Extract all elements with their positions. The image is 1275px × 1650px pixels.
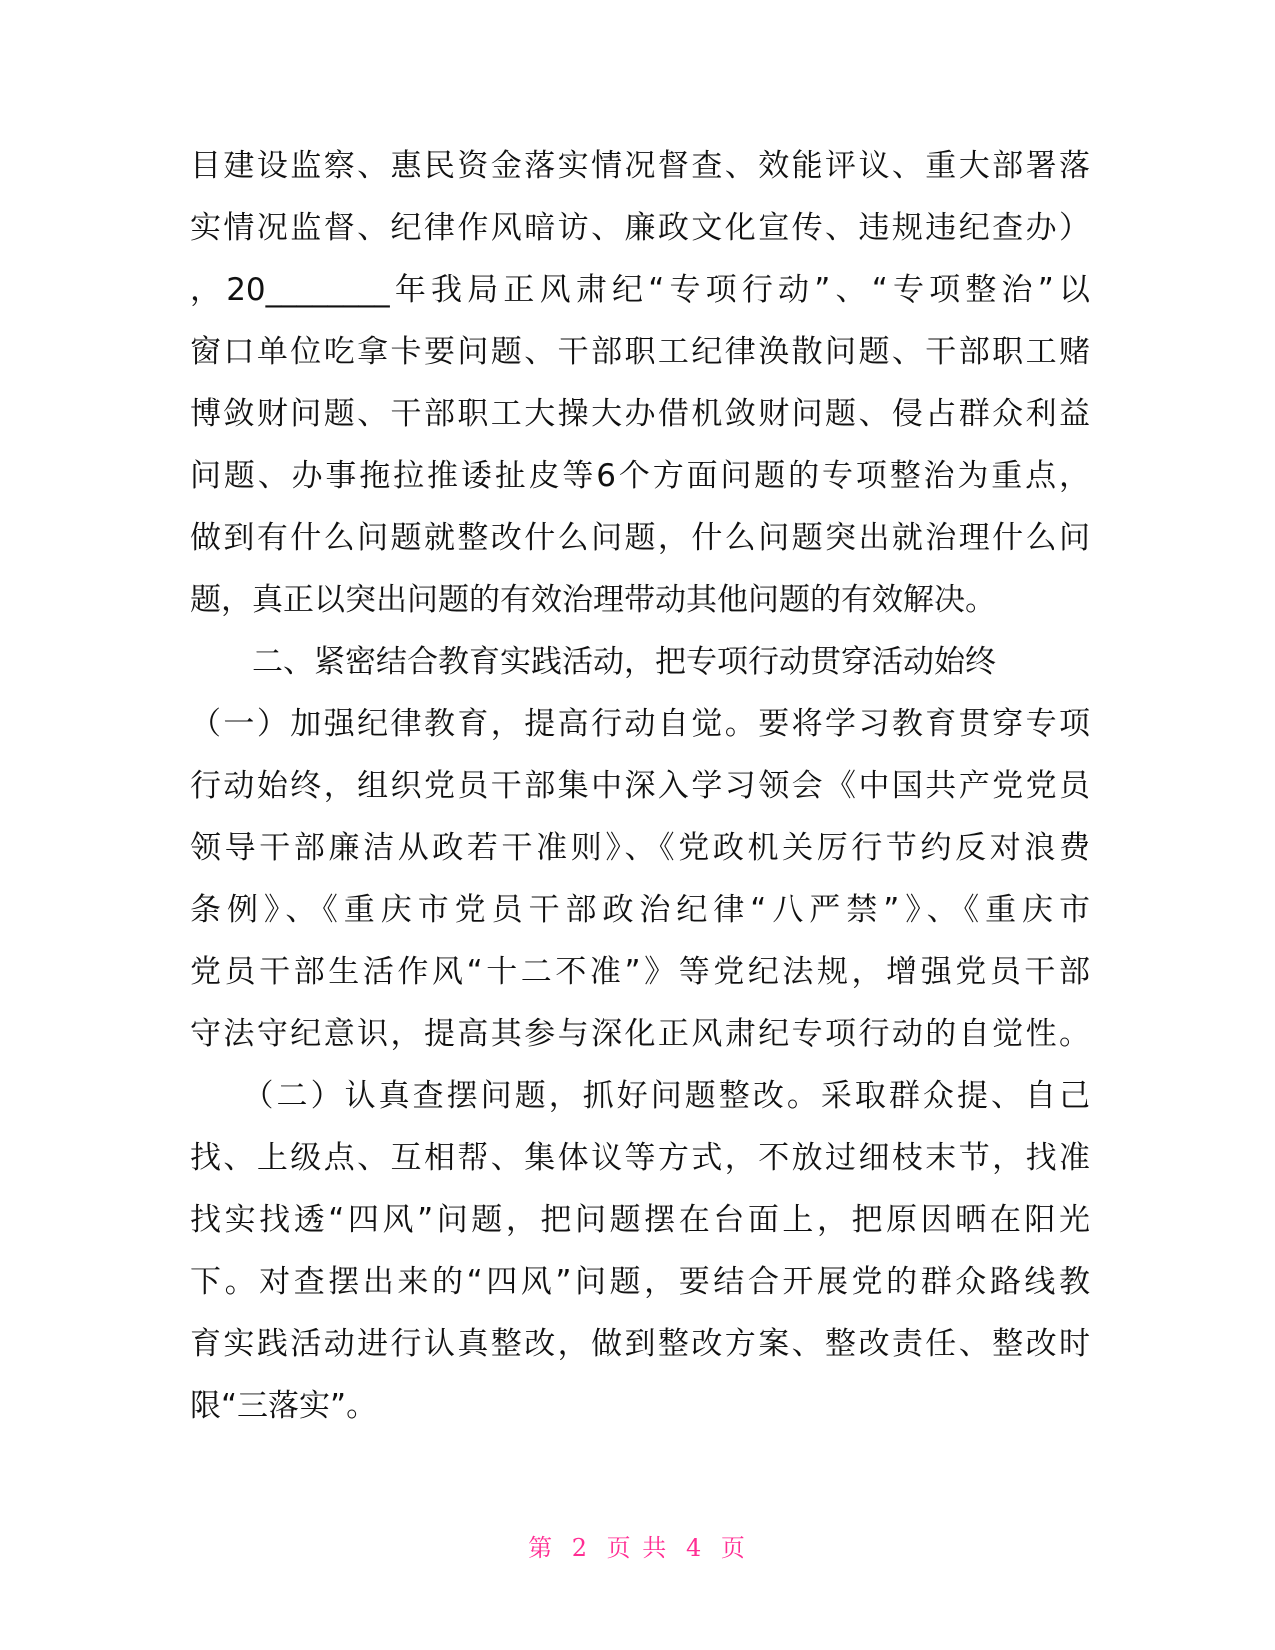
body-line-1: 目建设监察、惠民资金落实情况督查、效能评议、重大部署落 bbox=[190, 148, 1090, 184]
body-line-13: 条例》、《重庆市党员干部政治纪律“八严禁”》、《重庆市 bbox=[190, 892, 1090, 928]
footer-suffix: 页 bbox=[720, 1534, 747, 1562]
body-line-20: 育实践活动进行认真整改，做到整改方案、整改责任、整改时 bbox=[190, 1326, 1090, 1362]
body-line-16: （二）认真查摆问题，抓好问题整改。采取群众提、自己 bbox=[190, 1078, 1090, 1114]
footer-middle: 页 共 bbox=[606, 1534, 669, 1562]
footer-total-pages: 4 bbox=[685, 1534, 704, 1562]
body-line-12: 领导干部廉洁从政若干准则》、《党政机关厉行节约反对浪费 bbox=[190, 830, 1090, 866]
body-line-21: 限“三落实”。 bbox=[190, 1388, 378, 1424]
body-line-2: 实情况监督、纪律作风暗访、廉政文化宣传、违规违纪查办） bbox=[190, 210, 1090, 246]
page-footer bbox=[0, 1533, 1275, 1563]
body-line-6: 问题、办事拖拉推诿扯皮等6个方面问题的专项整治为重点， bbox=[190, 458, 1090, 494]
body-line-11: 行动始终，组织党员干部集中深入学习领会《中国共产党党员 bbox=[190, 768, 1090, 804]
body-line-8: 题，真正以突出问题的有效治理带动其他问题的有效解决。 bbox=[190, 582, 996, 618]
body-line-5: 博敛财问题、干部职工大操大办借机敛财问题、侵占群众利益 bbox=[190, 396, 1090, 432]
footer-current-page: 2 bbox=[571, 1534, 590, 1562]
body-line-15: 守法守纪意识，提高其参与深化正风肃纪专项行动的自觉性。 bbox=[190, 1016, 1090, 1052]
footer-prefix: 第 bbox=[528, 1534, 555, 1562]
body-line-7: 做到有什么问题就整改什么问题，什么问题突出就治理什么问 bbox=[190, 520, 1090, 556]
body-line-4: 窗口单位吃拿卡要问题、干部职工纪律涣散问题、干部职工赌 bbox=[190, 334, 1090, 370]
body-line-18: 找实找透“四风”问题，把问题摆在台面上，把原因晒在阳光 bbox=[190, 1202, 1090, 1238]
body-line-3: ，20________年我局正风肃纪“专项行动”、“专项整治”以 bbox=[190, 272, 1090, 308]
body-line-14: 党员干部生活作风“十二不准”》等党纪法规，增强党员干部 bbox=[190, 954, 1090, 990]
section-heading-2: 二、紧密结合教育实践活动，把专项行动贯穿活动始终 bbox=[190, 644, 996, 680]
body-line-10: （一）加强纪律教育，提高行动自觉。要将学习教育贯穿专项 bbox=[190, 706, 1090, 742]
body-line-19: 下。对查摆出来的“四风”问题，要结合开展党的群众路线教 bbox=[190, 1264, 1090, 1300]
body-line-17: 找、上级点、互相帮、集体议等方式，不放过细枝末节，找准 bbox=[190, 1140, 1090, 1176]
